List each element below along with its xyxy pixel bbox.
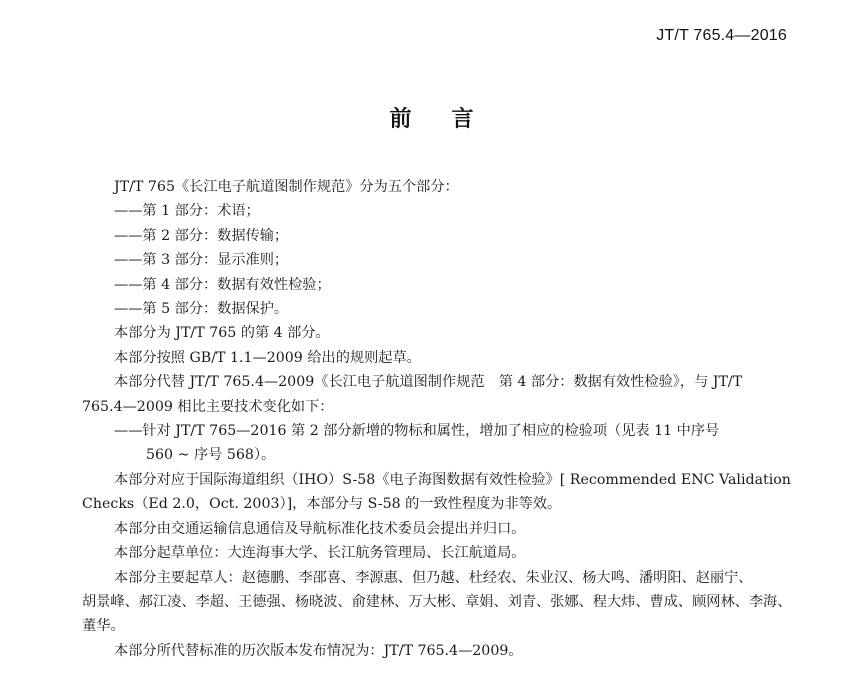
proposed-by-paragraph: 本部分由交通运输信息通信及导航标准化技术委员会提出并归口。 [114,520,526,537]
drafting-units-paragraph: 本部分起草单位：大连海事大学、长江航务管理局、长江航道局。 [114,545,526,562]
page-title: 前言 [389,107,514,132]
corresponds-paragraph-line-1: 本部分对应于国际海道组织（IHO）S-58《电子海图数据有效性检验》[ Recommended ENC Validation [114,471,791,488]
standard-code: JT/T 765.4—2016 [656,27,787,44]
part-list-item-4: ——第 4 部分：数据有效性检验； [114,276,331,293]
change-item-line-1: ——针对 JT/T 765—2016 第 2 部分新增的物标和属性，增加了相应的检验项（见表 11 中序号 [114,423,720,440]
drafters-paragraph-line-1: 本部分主要起草人：赵德鹏、李邵喜、李源惠、但乃越、杜经农、朱业汉、杨大鸣、潘明阳、赵丽宁、 [114,569,753,586]
intro-paragraph: JT/T 765《长江电子航道图制作规范》分为五个部分： [114,179,459,195]
replaces-paragraph-line-2: 765.4—2009 相比主要技术变化如下： [82,398,334,415]
replaces-paragraph-line-1: 本部分代替 JT/T 765.4—2009《长江电子航道图制作规范 第 4 部分：数据有效性检验》，与 JT/T [114,374,743,391]
this-part-paragraph: 本部分为 JT/T 765 的第 4 部分。 [114,325,330,342]
change-item-line-2: 560 ~ 序号 568）。 [146,447,276,464]
drafters-paragraph-line-3: 董华。 [82,618,125,635]
history-paragraph: 本部分所代替标准的历次版本发布情况为：JT/T 765.4—2009。 [114,642,523,659]
foreword-body [82,175,792,663]
part-list-item-3: ——第 3 部分：显示准则； [114,252,289,269]
drafting-rules-paragraph: 本部分按照 GB/T 1.1—2009 给出的规则起草。 [114,349,421,366]
part-list-item-1: ——第 1 部分：术语； [114,203,260,220]
drafters-paragraph-line-2: 胡景峰、郝江凌、李超、王德强、杨晓波、俞建林、万大彬、章娟、刘青、张娜、程大炜、曹成、顾网林、李海、 [82,593,792,610]
part-list-item-5: ——第 5 部分：数据保护。 [114,301,289,318]
part-list-item-2: ——第 2 部分：数据传输； [114,227,289,244]
corresponds-paragraph-line-2: Checks（Ed 2.0，Oct. 2003）]，本部分与 S-58 的一致性程度为非等效。 [82,496,562,513]
